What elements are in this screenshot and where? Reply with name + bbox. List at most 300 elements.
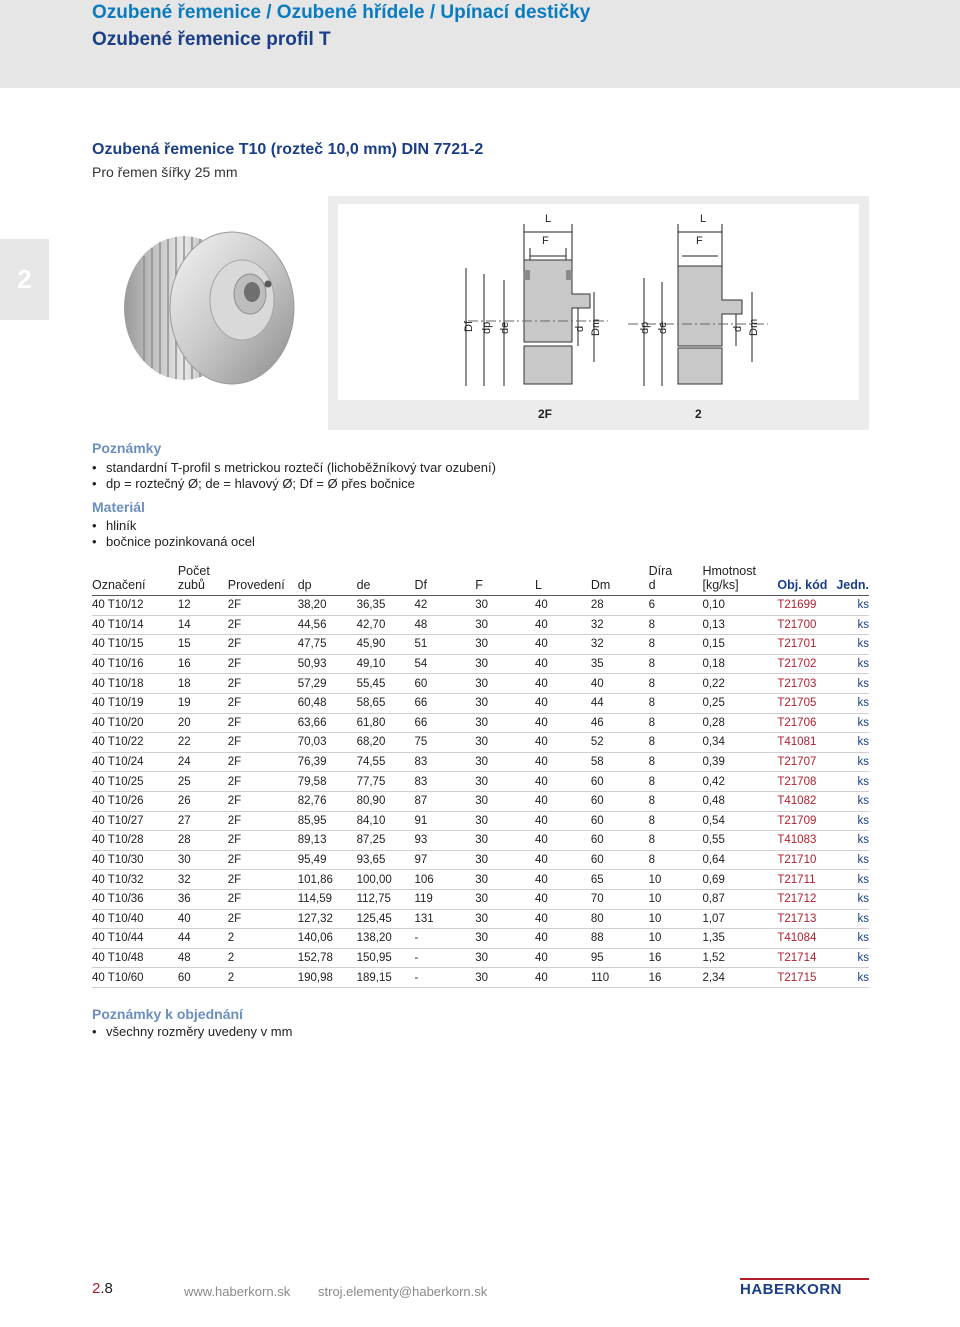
table-cell: 100,00 (357, 870, 415, 890)
table-cell: 45,90 (357, 635, 415, 655)
table-cell: 25 (178, 772, 228, 792)
table-cell: 60 (414, 674, 475, 694)
table-cell: 110 (591, 968, 649, 988)
page-header (0, 0, 960, 88)
table-cell: 0,34 (702, 733, 777, 753)
table-row (92, 850, 869, 870)
table-cell: 10 (649, 889, 703, 909)
table-cell: 44 (178, 929, 228, 949)
table-cell: 40 (535, 615, 591, 635)
table-cell: 10 (649, 909, 703, 929)
table-cell: 8 (649, 654, 703, 674)
table-cell: 2F (228, 850, 298, 870)
table-cell: 8 (649, 831, 703, 851)
dim-label-d-left: d (574, 325, 586, 332)
col-dira-bottom: d (648, 578, 656, 592)
table-cell: 40 (535, 850, 591, 870)
table-row (92, 596, 869, 616)
table-cell: 95 (591, 948, 649, 968)
table-row (92, 909, 869, 929)
table-cell: 30 (475, 948, 535, 968)
table-cell: 8 (649, 772, 703, 792)
table-cell: 40 (535, 733, 591, 753)
col-obj-kod: Obj. kód (777, 558, 836, 596)
table-cell: 63,66 (298, 713, 357, 733)
table-cell: 40 T10/60 (92, 968, 178, 988)
table-cell: 75 (414, 733, 475, 753)
table-cell: 0,87 (702, 889, 777, 909)
table-row (92, 889, 869, 909)
product-table (92, 558, 869, 988)
table-cell: ks (836, 674, 869, 694)
table-cell: 2F (228, 713, 298, 733)
table-cell: T21711 (777, 870, 836, 890)
table-cell: 40 T10/22 (92, 733, 178, 753)
table-cell: 40 (591, 674, 649, 694)
table-cell: 40 T10/30 (92, 850, 178, 870)
table-cell: 93,65 (357, 850, 415, 870)
table-cell: 65 (591, 870, 649, 890)
table-cell: 30 (475, 929, 535, 949)
table-row (92, 811, 869, 831)
table-cell: 60 (178, 968, 228, 988)
table-cell: 10 (649, 929, 703, 949)
table-cell: 40 (535, 811, 591, 831)
table-cell: 30 (475, 635, 535, 655)
material-item: • hliník (92, 518, 136, 533)
table-cell: 0,10 (702, 596, 777, 616)
table-cell: T21700 (777, 615, 836, 635)
dim-label-Dm-right: Dm (748, 318, 760, 336)
table-cell: T41084 (777, 929, 836, 949)
table-cell: 30 (475, 850, 535, 870)
table-cell: 40 (535, 929, 591, 949)
table-cell: 40 T10/16 (92, 654, 178, 674)
table-cell: 0,22 (702, 674, 777, 694)
table-cell: T21713 (777, 909, 836, 929)
table-cell: 61,80 (357, 713, 415, 733)
section-subtitle: Pro řemen šířky 25 mm (92, 164, 238, 180)
table-cell: 2 (228, 968, 298, 988)
table-cell: 2F (228, 889, 298, 909)
table-cell: 32 (591, 615, 649, 635)
table-cell: 22 (178, 733, 228, 753)
dim-label-L-left: L (545, 213, 552, 225)
table-cell: 74,55 (357, 752, 415, 772)
table-cell: 30 (475, 615, 535, 635)
table-cell: 0,42 (702, 772, 777, 792)
col-hmotnost (702, 558, 777, 596)
table-cell: 36,35 (357, 596, 415, 616)
diagram-caption-2F: 2F (538, 407, 553, 421)
table-cell: 40 (535, 772, 591, 792)
table-cell: 30 (475, 909, 535, 929)
table-cell: T41082 (777, 791, 836, 811)
table-cell: 77,75 (357, 772, 415, 792)
table-cell: T21705 (777, 693, 836, 713)
table-cell: 40 (535, 674, 591, 694)
chapter-tab: 2 (0, 239, 49, 320)
col-de: de (357, 558, 415, 596)
table-cell: - (414, 948, 475, 968)
table-cell: ks (836, 693, 869, 713)
order-notes-item: • všechny rozměry uvedeny v mm (92, 1024, 292, 1039)
table-cell: 40 T10/32 (92, 870, 178, 890)
table-body (92, 596, 869, 988)
table-cell: 15 (178, 635, 228, 655)
table-cell: 30 (475, 713, 535, 733)
material-heading: Materiál (92, 499, 145, 515)
notes-item: • standardní T-profil s metrickou roztečí (lichoběžníkový tvar ozubení) (92, 460, 496, 475)
table-cell: 40 T10/26 (92, 791, 178, 811)
table-cell: 30 (475, 968, 535, 988)
table-cell: 46 (591, 713, 649, 733)
table-cell: 51 (414, 635, 475, 655)
table-cell: 125,45 (357, 909, 415, 929)
table-cell: 8 (649, 733, 703, 753)
table-cell: ks (836, 772, 869, 792)
col-pocet-top: Počet (177, 564, 210, 578)
footer-email-link[interactable]: stroj.elementy@haberkorn.sk (318, 1284, 488, 1299)
table-cell: 8 (649, 811, 703, 831)
table-cell: 83 (414, 752, 475, 772)
col-provedeni: Provedení (228, 558, 298, 596)
table-cell: 101,86 (298, 870, 357, 890)
table-cell: T21706 (777, 713, 836, 733)
table-row (92, 713, 869, 733)
table-cell: T21709 (777, 811, 836, 831)
table-cell: 8 (649, 674, 703, 694)
table-cell: 2,34 (702, 968, 777, 988)
table-cell: 30 (475, 654, 535, 674)
table-cell: 2F (228, 752, 298, 772)
table-cell: 87,25 (357, 831, 415, 851)
table-cell: 47,75 (298, 635, 357, 655)
table-cell: 48 (414, 615, 475, 635)
table-cell: 79,58 (298, 772, 357, 792)
table-cell: 48 (178, 948, 228, 968)
table-cell: 30 (475, 733, 535, 753)
table-cell: 27 (178, 811, 228, 831)
table-cell: 0,54 (702, 811, 777, 831)
table-row (92, 831, 869, 851)
table-cell: 0,55 (702, 831, 777, 851)
table-cell: 80 (591, 909, 649, 929)
table-cell: 0,69 (702, 870, 777, 890)
table-cell: 35 (591, 654, 649, 674)
table-cell: 85,95 (298, 811, 357, 831)
table-cell: 40 T10/14 (92, 615, 178, 635)
table-cell: T21715 (777, 968, 836, 988)
table-cell: 57,29 (298, 674, 357, 694)
table-cell: T21707 (777, 752, 836, 772)
table-cell: 189,15 (357, 968, 415, 988)
col-hmot-top: Hmotnost (702, 564, 756, 578)
table-cell: 40 (535, 654, 591, 674)
table-cell: 55,45 (357, 674, 415, 694)
table-cell: 0,28 (702, 713, 777, 733)
table-cell: 0,13 (702, 615, 777, 635)
table-cell: 36 (178, 889, 228, 909)
table-cell: 0,25 (702, 693, 777, 713)
notes-item: • dp = roztečný Ø; de = hlavový Ø; Df = Ø přes bočnice (92, 476, 415, 491)
table-cell: ks (836, 733, 869, 753)
dim-label-d-right: d (732, 325, 744, 332)
table-cell: 83 (414, 772, 475, 792)
table-cell: 2 (228, 948, 298, 968)
table-cell: 58 (591, 752, 649, 772)
table-cell: 18 (178, 674, 228, 694)
table-cell: T21701 (777, 635, 836, 655)
table-cell: 40 T10/28 (92, 831, 178, 851)
table-cell: 138,20 (357, 929, 415, 949)
table-cell: 42 (414, 596, 475, 616)
table-cell: 44,56 (298, 615, 357, 635)
table-cell: 8 (649, 615, 703, 635)
table-cell: 30 (475, 674, 535, 694)
table-cell: 2F (228, 831, 298, 851)
table-cell: 40 T10/15 (92, 635, 178, 655)
table-cell: 127,32 (298, 909, 357, 929)
table-cell: 106 (414, 870, 475, 890)
table-cell: 28 (178, 831, 228, 851)
table-cell: 30 (475, 831, 535, 851)
table-cell: T41081 (777, 733, 836, 753)
table-cell: ks (836, 889, 869, 909)
col-dira (649, 558, 703, 596)
table-cell: 40 (535, 968, 591, 988)
col-f: F (475, 558, 535, 596)
table-cell: 26 (178, 791, 228, 811)
table-cell: - (414, 929, 475, 949)
table-cell: 152,78 (298, 948, 357, 968)
table-cell: 1,52 (702, 948, 777, 968)
page-number-major: 2 (92, 1280, 101, 1297)
table-cell: 40 (535, 693, 591, 713)
table-cell: ks (836, 615, 869, 635)
table-cell: ks (836, 850, 869, 870)
table-cell: 40 (535, 752, 591, 772)
table-cell: - (414, 968, 475, 988)
table-cell: 97 (414, 850, 475, 870)
section-title: Ozubená řemenice T10 (rozteč 10,0 mm) DIN 7721-2 (92, 141, 484, 158)
table-cell: 2F (228, 870, 298, 890)
table-cell: 40 T10/24 (92, 752, 178, 772)
table-cell: T21710 (777, 850, 836, 870)
header-title-line1: Ozubené řemenice / Ozubené hřídele / Upínací destičky (92, 2, 591, 23)
table-cell: 49,10 (357, 654, 415, 674)
table-cell: 12 (178, 596, 228, 616)
table-cell: 119 (414, 889, 475, 909)
table-cell: 20 (178, 713, 228, 733)
table-cell: T41083 (777, 831, 836, 851)
dim-label-Df: Df (463, 321, 475, 332)
table-cell: 140,06 (298, 929, 357, 949)
table-cell: 2F (228, 635, 298, 655)
table-cell: 95,49 (298, 850, 357, 870)
table-cell: 32 (178, 870, 228, 890)
table-cell: 0,64 (702, 850, 777, 870)
table-row (92, 733, 869, 753)
table-row (92, 929, 869, 949)
table-cell: ks (836, 948, 869, 968)
table-cell: 24 (178, 752, 228, 772)
table-row (92, 654, 869, 674)
table-cell: 40 T10/36 (92, 889, 178, 909)
dim-label-dp-right: dp (639, 321, 651, 334)
table-row (92, 772, 869, 792)
table-cell: 60,48 (298, 693, 357, 713)
material-item: • bočnice pozinkovaná ocel (92, 534, 255, 549)
table-row (92, 693, 869, 713)
dim-label-dp-left: dp (481, 321, 493, 334)
table-cell: 190,98 (298, 968, 357, 988)
table-cell: 0,15 (702, 635, 777, 655)
table-cell: 40 T10/25 (92, 772, 178, 792)
table-cell: 19 (178, 693, 228, 713)
table-cell: 131 (414, 909, 475, 929)
table-cell: 10 (649, 870, 703, 890)
table-cell: 70,03 (298, 733, 357, 753)
table-cell: 32 (591, 635, 649, 655)
table-cell: T21712 (777, 889, 836, 909)
table-cell: ks (836, 929, 869, 949)
table-cell: 2F (228, 733, 298, 753)
table-cell: 8 (649, 752, 703, 772)
table-cell: ks (836, 752, 869, 772)
table-row (92, 635, 869, 655)
table-cell: 30 (178, 850, 228, 870)
table-cell: ks (836, 791, 869, 811)
table-cell: 150,95 (357, 948, 415, 968)
table-cell: 28 (591, 596, 649, 616)
table-cell: 40 (535, 909, 591, 929)
table-cell: 8 (649, 850, 703, 870)
table-cell: 82,76 (298, 791, 357, 811)
table-cell: ks (836, 596, 869, 616)
table-cell: 30 (475, 596, 535, 616)
table-row (92, 948, 869, 968)
table-cell: 1,07 (702, 909, 777, 929)
col-hmot-bottom: [kg/ks] (702, 578, 739, 592)
table-cell: 30 (475, 811, 535, 831)
pulley-image (92, 196, 310, 430)
technical-diagram (328, 196, 869, 430)
table-cell: 91 (414, 811, 475, 831)
table-cell: T21702 (777, 654, 836, 674)
table-cell: 40 (535, 831, 591, 851)
table-cell: 6 (649, 596, 703, 616)
table-cell: 30 (475, 791, 535, 811)
table-cell: 40 (178, 909, 228, 929)
company-logo: HABERKORN (740, 1281, 842, 1298)
table-cell: 0,39 (702, 752, 777, 772)
table-cell: 30 (475, 889, 535, 909)
table-header-row (92, 558, 869, 596)
col-pocet-zubu (178, 558, 228, 596)
table-cell: ks (836, 968, 869, 988)
table-cell: 70 (591, 889, 649, 909)
page-number-minor: .8 (100, 1280, 113, 1297)
table-cell: 2F (228, 693, 298, 713)
table-cell: 50,93 (298, 654, 357, 674)
table-cell: 112,75 (357, 889, 415, 909)
table-cell: 40 (535, 889, 591, 909)
col-oznaceni: Označení (92, 558, 178, 596)
table-cell: ks (836, 654, 869, 674)
table-row (92, 752, 869, 772)
table-cell: 40 T10/12 (92, 596, 178, 616)
table-cell: T21714 (777, 948, 836, 968)
col-pocet-bottom: zubů (177, 578, 205, 592)
table-cell: 2F (228, 811, 298, 831)
table-cell: 16 (649, 968, 703, 988)
table-cell: ks (836, 713, 869, 733)
table-cell: 54 (414, 654, 475, 674)
table-row (92, 870, 869, 890)
table-cell: 1,35 (702, 929, 777, 949)
table-cell: 40 T10/18 (92, 674, 178, 694)
table-cell: 40 T10/48 (92, 948, 178, 968)
table-cell: 2 (228, 929, 298, 949)
table-cell: ks (836, 635, 869, 655)
table-cell: 40 T10/19 (92, 693, 178, 713)
table-cell: 40 (535, 713, 591, 733)
col-dm: Dm (591, 558, 649, 596)
table-cell: 30 (475, 772, 535, 792)
table-cell: T21708 (777, 772, 836, 792)
table-cell: 40 T10/44 (92, 929, 178, 949)
table-cell: 2F (228, 615, 298, 635)
col-jedn: Jedn. (836, 558, 869, 596)
table-row (92, 615, 869, 635)
table-cell: T21699 (777, 596, 836, 616)
table-row (92, 674, 869, 694)
table-cell: ks (836, 909, 869, 929)
table-cell: ks (836, 831, 869, 851)
table-cell: 2F (228, 674, 298, 694)
table-cell: 42,70 (357, 615, 415, 635)
table-cell: 40 T10/40 (92, 909, 178, 929)
table-cell: 40 (535, 948, 591, 968)
table-cell: 93 (414, 831, 475, 851)
table-cell: 30 (475, 693, 535, 713)
footer-website-link[interactable]: www.haberkorn.sk (184, 1284, 291, 1299)
table-cell: 8 (649, 713, 703, 733)
table-cell: 2F (228, 909, 298, 929)
table-cell: 14 (178, 615, 228, 635)
table-cell: 84,10 (357, 811, 415, 831)
table-cell: 2F (228, 772, 298, 792)
logo-accent-line (740, 1278, 869, 1280)
table-cell: ks (836, 870, 869, 890)
table-cell: 40 T10/20 (92, 713, 178, 733)
table-cell: 80,90 (357, 791, 415, 811)
table-cell: 87 (414, 791, 475, 811)
table-cell: 60 (591, 831, 649, 851)
table-cell: 40 (535, 635, 591, 655)
table-cell: 2F (228, 596, 298, 616)
table-cell: 8 (649, 791, 703, 811)
table-cell: 60 (591, 811, 649, 831)
table-cell: 60 (591, 772, 649, 792)
table-cell: 8 (649, 693, 703, 713)
table-cell: 38,20 (298, 596, 357, 616)
table-cell: 2F (228, 654, 298, 674)
table-cell: 2F (228, 791, 298, 811)
table-cell: 16 (178, 654, 228, 674)
table-cell: 60 (591, 791, 649, 811)
